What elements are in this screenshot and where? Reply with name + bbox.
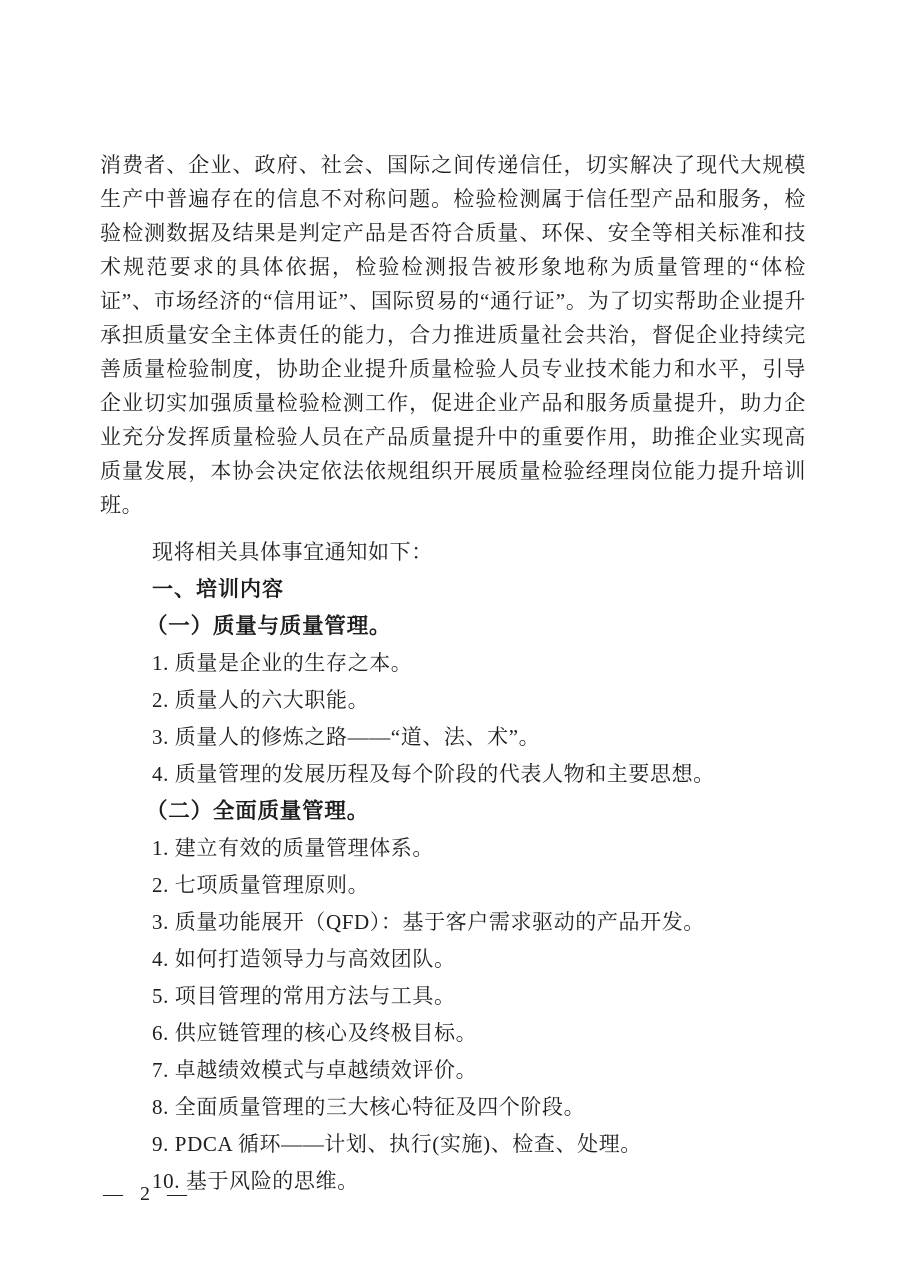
page-number: — 2 — <box>103 1183 193 1205</box>
document-text-block <box>100 148 806 1200</box>
training-item: 4. 质量管理的发展历程及每个阶段的代表人物和主要思想。 <box>152 762 715 786</box>
body-paragraph-continuation: 消费者、企业、政府、社会、国际之间传递信任，切实解决了现代大规模生产中普遍存在的信息不对称问题。检验检测属于信任型产品和服务，检验检测数据及结果是判定产品是否符合质量、环保、安全等相关标准和技术规范要求的具体依据，检验检测报告被形象地称为质量管理的“体检证”、市场经济的“信用证”、国际贸易的“通行证”。为了切实帮助企业提升承担质量安全主体责任的能力，合力推进质量社会共治，督促企业持续完善质量检验制度，协助企业提升质量检验人员专业技术能力和水平，引导企业切实加强质量检验检测工作，促进企业产品和服务质量提升，助力企业充分发挥质量检验人员在产品质量提升中的重要作用，助推企业实现高质量发展，本协会决定依法依规组织开展质量检验经理岗位能力提升培训班。 <box>100 153 806 517</box>
training-item: 1. 建立有效的质量管理体系。 <box>152 836 434 860</box>
training-item: 7. 卓越绩效模式与卓越绩效评价。 <box>152 1058 478 1082</box>
training-item-list-2 <box>100 830 806 1200</box>
training-item: 3. 质量功能展开（QFD）：基于客户需求驱动的产品开发。 <box>152 910 705 934</box>
subsection-heading-quality-and-quality-management: （一）质量与质量管理。 <box>146 614 392 638</box>
training-item: 4. 如何打造领导力与高效团队。 <box>152 947 456 971</box>
training-item: 2. 七项质量管理原则。 <box>152 873 370 897</box>
subsection-heading-total-quality-management: （二）全面质量管理。 <box>146 799 370 823</box>
training-item-list-1 <box>100 645 806 793</box>
notice-intro-line: 现将相关具体事宜通知如下： <box>152 540 433 564</box>
section-heading-training-content: 一、培训内容 <box>152 578 284 601</box>
training-item: 9. PDCA 循环——计划、执行(实施)、检查、处理。 <box>152 1132 642 1156</box>
training-item: 5. 项目管理的常用方法与工具。 <box>152 984 456 1008</box>
training-item: 8. 全面质量管理的三大核心特征及四个阶段。 <box>152 1095 586 1119</box>
training-item: 2. 质量人的六大职能。 <box>152 688 370 712</box>
training-item: 10. 基于风险的思维。 <box>152 1169 359 1193</box>
training-item: 3. 质量人的修炼之路——“道、法、术”。 <box>152 725 541 749</box>
training-item: 1. 质量是企业的生存之本。 <box>152 651 413 675</box>
training-item: 6. 供应链管理的核心及终极目标。 <box>152 1021 478 1045</box>
